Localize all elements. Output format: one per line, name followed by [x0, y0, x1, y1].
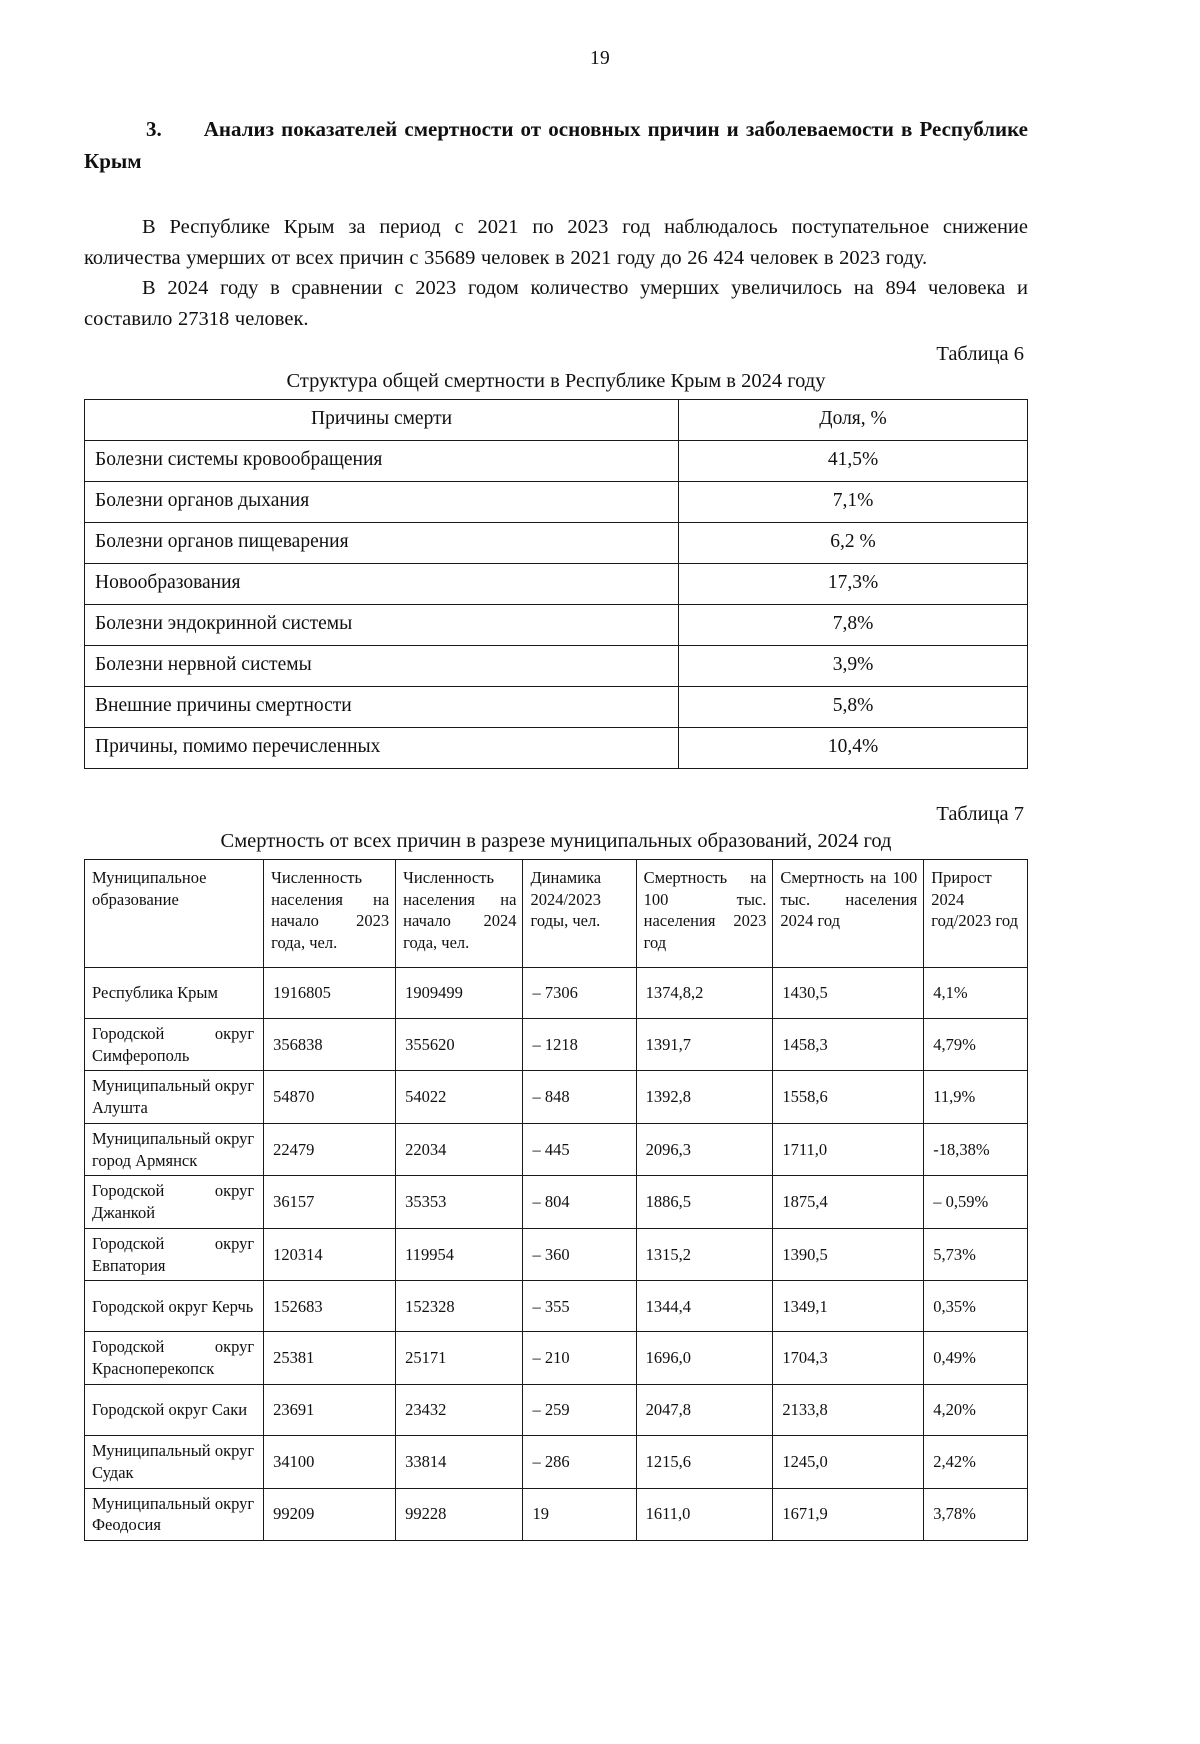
table7-cell-mortality-2024: 1704,3 — [773, 1332, 924, 1385]
table6-cell-share: 41,5% — [679, 440, 1028, 481]
table7-title: Смертность от всех причин в разрезе муниципальных образований, 2024 год — [220, 829, 892, 852]
table-row — [85, 1332, 1028, 1385]
table6-cell-cause: Новообразования — [85, 563, 679, 604]
table7-cell-mortality-2023: 1696,0 — [636, 1332, 773, 1385]
table7-header-growth: Прирост 2024 год/2023 год — [924, 859, 1028, 967]
table-row — [85, 522, 1028, 563]
table7-cell-pop-2023: 25381 — [264, 1332, 396, 1385]
table-row — [85, 563, 1028, 604]
table7-cell-pop-2024: 54022 — [396, 1071, 523, 1124]
table7-cell-growth: 0,49% — [924, 1332, 1028, 1385]
table7-cell-pop-2023: 152683 — [264, 1281, 396, 1332]
table-row — [85, 1176, 1028, 1229]
table-row — [85, 1436, 1028, 1489]
table6-label: Таблица 6 — [936, 342, 1024, 365]
table6-cell-share: 7,1% — [679, 481, 1028, 522]
table7-cell-pop-2023: 1916805 — [264, 967, 396, 1018]
table7-cell-growth: 0,35% — [924, 1281, 1028, 1332]
table7-cell-mortality-2024: 1458,3 — [773, 1018, 924, 1071]
table7-cell-dynamics: – 355 — [523, 1281, 636, 1332]
table7-label: Таблица 7 — [936, 802, 1024, 825]
table6-cell-cause: Внешние причины смертности — [85, 686, 679, 727]
table7-cell-dynamics: – 848 — [523, 1071, 636, 1124]
table-row — [85, 440, 1028, 481]
section-heading-text: Анализ показателей смертности от основных причин и заболеваемости в Республике Крым — [84, 117, 1028, 173]
table7-header-row — [85, 859, 1028, 967]
table7-cell-mortality-2023: 1344,4 — [636, 1281, 773, 1332]
table7-cell-pop-2023: 120314 — [264, 1228, 396, 1281]
table7-cell-pop-2024: 23432 — [396, 1385, 523, 1436]
table7-cell-mortality-2023: 1391,7 — [636, 1018, 773, 1071]
table6-cell-cause: Болезни органов пищеварения — [85, 522, 679, 563]
table7-cell-mortality-2024: 1349,1 — [773, 1281, 924, 1332]
table7-cell-municipality: Городской округ Керчь — [85, 1281, 264, 1332]
table7-cell-municipality: Городской округ Симферополь — [85, 1018, 264, 1071]
table7-cell-dynamics: – 210 — [523, 1332, 636, 1385]
table7-cell-municipality: Муниципальный округ Феодосия — [85, 1488, 264, 1541]
table7-cell-dynamics: – 7306 — [523, 967, 636, 1018]
table7-cell-mortality-2024: 1711,0 — [773, 1123, 924, 1176]
section-heading — [84, 114, 1028, 178]
table7-cell-mortality-2023: 1392,8 — [636, 1071, 773, 1124]
table6-cell-cause: Болезни системы кровообращения — [85, 440, 679, 481]
table7-cell-mortality-2023: 2047,8 — [636, 1385, 773, 1436]
table7-cell-municipality: Городской округ Джанкой — [85, 1176, 264, 1229]
table7-cell-pop-2023: 34100 — [264, 1436, 396, 1489]
table7-cell-growth: -18,38% — [924, 1123, 1028, 1176]
table7-cell-mortality-2024: 2133,8 — [773, 1385, 924, 1436]
table-mortality-by-municipality — [84, 859, 1028, 1541]
table7-header-dynamics: Динамика 2024/2023 годы, чел. — [523, 859, 636, 967]
table-row — [85, 1123, 1028, 1176]
table-row — [85, 481, 1028, 522]
table7-cell-dynamics: – 259 — [523, 1385, 636, 1436]
table7-cell-pop-2023: 54870 — [264, 1071, 396, 1124]
table7-cell-municipality: Муниципальный округ Алушта — [85, 1071, 264, 1124]
table7-cell-mortality-2024: 1245,0 — [773, 1436, 924, 1489]
table6-cell-share: 3,9% — [679, 645, 1028, 686]
table6-wrapper — [84, 399, 1028, 769]
table-row — [85, 727, 1028, 768]
document-page — [0, 48, 1200, 1744]
table7-cell-growth: 11,9% — [924, 1071, 1028, 1124]
table-row — [85, 1488, 1028, 1541]
table7-cell-growth: 4,1% — [924, 967, 1028, 1018]
paragraph-2: В 2024 году в сравнении с 2023 годом количество умерших увеличилось на 894 человека и составило 27318 человек. — [84, 277, 1028, 331]
table7-cell-municipality: Муниципальный округ город Армянск — [85, 1123, 264, 1176]
table-row — [85, 1071, 1028, 1124]
table-row — [85, 967, 1028, 1018]
table-row — [85, 1228, 1028, 1281]
table7-cell-municipality: Республика Крым — [85, 967, 264, 1018]
page-content — [0, 114, 1200, 1541]
table7-cell-pop-2023: 22479 — [264, 1123, 396, 1176]
table7-cell-dynamics: – 360 — [523, 1228, 636, 1281]
table7-cell-dynamics: – 445 — [523, 1123, 636, 1176]
table7-cell-municipality: Муниципальный округ Судак — [85, 1436, 264, 1489]
table7-cell-mortality-2024: 1671,9 — [773, 1488, 924, 1541]
table6-cell-share: 6,2 % — [679, 522, 1028, 563]
table6-cell-share: 10,4% — [679, 727, 1028, 768]
table7-header-pop-2023: Численность населения на начало 2023 года, чел. — [264, 859, 396, 967]
table7-cell-pop-2024: 99228 — [396, 1488, 523, 1541]
table7-cell-mortality-2023: 1886,5 — [636, 1176, 773, 1229]
table6-cell-cause: Причины, помимо перечисленных — [85, 727, 679, 768]
table7-cell-pop-2024: 355620 — [396, 1018, 523, 1071]
table7-cell-pop-2023: 36157 — [264, 1176, 396, 1229]
table7-cell-growth: 5,73% — [924, 1228, 1028, 1281]
table6-cell-cause: Болезни нервной системы — [85, 645, 679, 686]
table7-cell-growth: 2,42% — [924, 1436, 1028, 1489]
table7-header-municipality: Муниципальное образование — [85, 859, 264, 967]
table-row — [85, 686, 1028, 727]
table7-header-pop-2024: Численность населения на начало 2024 года, чел. — [396, 859, 523, 967]
table7-cell-mortality-2024: 1558,6 — [773, 1071, 924, 1124]
table-gap — [84, 769, 1028, 795]
table7-cell-pop-2023: 356838 — [264, 1018, 396, 1071]
table7-cell-municipality: Городской округ Евпатория — [85, 1228, 264, 1281]
table7-cell-growth: 3,78% — [924, 1488, 1028, 1541]
table7-cell-mortality-2023: 1315,2 — [636, 1228, 773, 1281]
table7-cell-pop-2023: 99209 — [264, 1488, 396, 1541]
table7-cell-municipality: Городской округ Красноперекопск — [85, 1332, 264, 1385]
table6-header-share: Доля, % — [679, 399, 1028, 440]
table7-cell-pop-2023: 23691 — [264, 1385, 396, 1436]
table7-cell-municipality: Городской округ Саки — [85, 1385, 264, 1436]
table-row — [85, 1018, 1028, 1071]
table7-cell-growth: 4,20% — [924, 1385, 1028, 1436]
table6-cell-share: 17,3% — [679, 563, 1028, 604]
table6-cell-cause: Болезни органов дыхания — [85, 481, 679, 522]
table6-cell-share: 5,8% — [679, 686, 1028, 727]
table7-cell-pop-2024: 119954 — [396, 1228, 523, 1281]
table6-title: Структура общей смертности в Республике Крым в 2024 году — [286, 369, 826, 392]
paragraph-1: В Республике Крым за период с 2021 по 2023 год наблюдалось поступательное снижение количества умерших от всех причин с 35689 человек в 2021 году до 26 424 человек в 2023 году. — [84, 215, 1028, 269]
table7-cell-dynamics: 19 — [523, 1488, 636, 1541]
table7-cell-growth: – 0,59% — [924, 1176, 1028, 1229]
table6-header-cause: Причины смерти — [85, 399, 679, 440]
table7-cell-mortality-2023: 1374,8,2 — [636, 967, 773, 1018]
table7-cell-mortality-2024: 1430,5 — [773, 967, 924, 1018]
table6-cell-cause: Болезни эндокринной системы — [85, 604, 679, 645]
page-number: 19 — [590, 48, 610, 69]
table7-cell-pop-2024: 35353 — [396, 1176, 523, 1229]
table7-cell-pop-2024: 1909499 — [396, 967, 523, 1018]
table6-cell-share: 7,8% — [679, 604, 1028, 645]
section-number: 3. — [146, 117, 162, 141]
table7-cell-pop-2024: 25171 — [396, 1332, 523, 1385]
table7-cell-mortality-2023: 2096,3 — [636, 1123, 773, 1176]
table7-cell-dynamics: – 286 — [523, 1436, 636, 1489]
table7-wrapper — [84, 859, 1028, 1541]
table-row — [85, 645, 1028, 686]
table7-cell-mortality-2024: 1390,5 — [773, 1228, 924, 1281]
table7-cell-dynamics: – 1218 — [523, 1018, 636, 1071]
table-row — [85, 1281, 1028, 1332]
table6-header-row — [85, 399, 1028, 440]
table7-header-mortality-2023: Смертность на 100 тыс. населения 2023 год — [636, 859, 773, 967]
table7-cell-growth: 4,79% — [924, 1018, 1028, 1071]
table7-cell-mortality-2023: 1611,0 — [636, 1488, 773, 1541]
table-mortality-structure — [84, 399, 1028, 769]
table7-cell-mortality-2023: 1215,6 — [636, 1436, 773, 1489]
table7-cell-pop-2024: 33814 — [396, 1436, 523, 1489]
table-row — [85, 604, 1028, 645]
table7-cell-pop-2024: 152328 — [396, 1281, 523, 1332]
table7-header-mortality-2024: Смертность на 100 тыс. населения 2024 год — [773, 859, 924, 967]
table-row — [85, 1385, 1028, 1436]
table7-cell-pop-2024: 22034 — [396, 1123, 523, 1176]
table7-cell-dynamics: – 804 — [523, 1176, 636, 1229]
table7-cell-mortality-2024: 1875,4 — [773, 1176, 924, 1229]
